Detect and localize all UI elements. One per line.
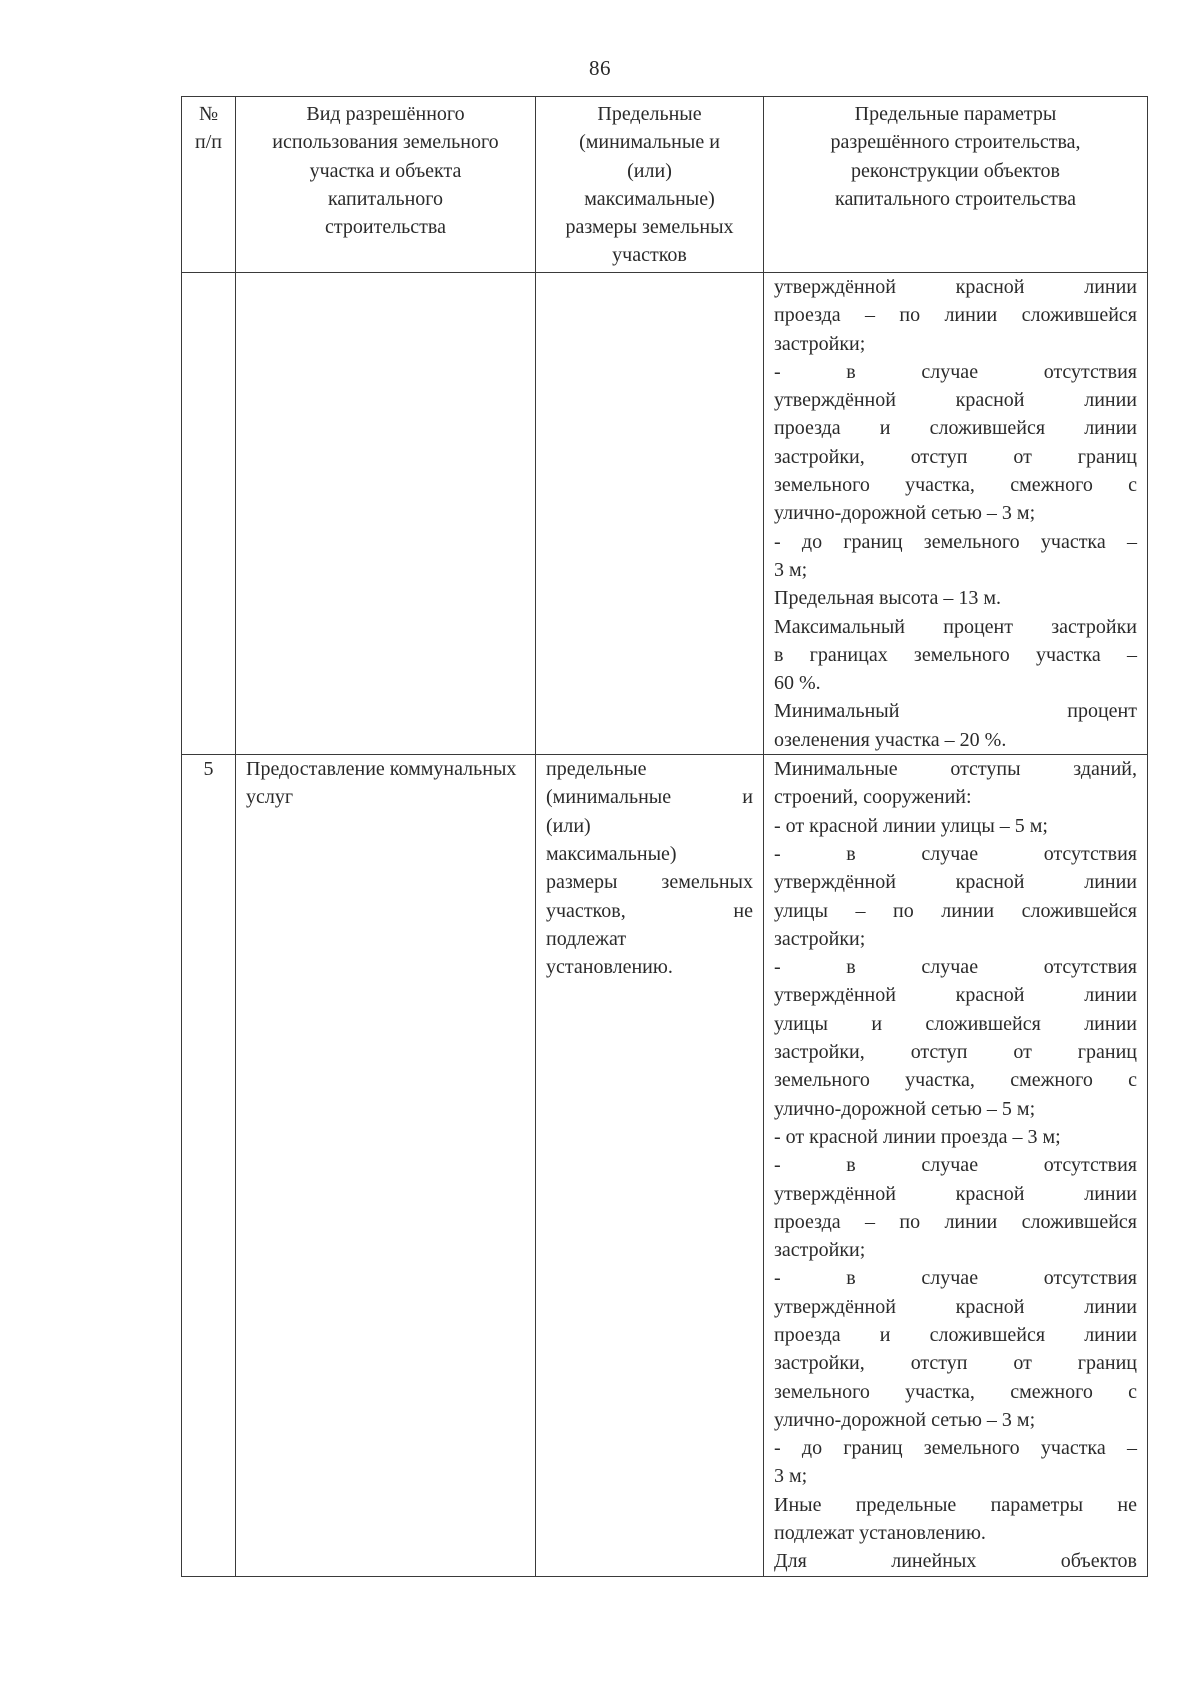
construction-params-line: - от красной линии улицы – 5 м;	[774, 814, 1048, 837]
construction-params-line: земельного участка, смежного с	[774, 1380, 1137, 1403]
construction-params-line: утверждённой красной линии	[774, 871, 1137, 894]
construction-params-line: Для линейных объектов	[774, 1550, 1137, 1573]
plot-sizes-line: максимальные)	[546, 842, 677, 865]
construction-params-line: - в случае отсутствия	[774, 956, 1137, 979]
plot-sizes-line: размеры земельных	[546, 871, 753, 894]
row-number: 5	[182, 755, 236, 1577]
regulations-table	[181, 96, 1148, 1577]
construction-params-line: Иные предельные параметры не	[774, 1493, 1137, 1516]
construction-params-line: - до границ земельного участка –	[774, 1437, 1137, 1460]
construction-params-line: улицы – по линии сложившейся	[774, 899, 1137, 922]
construction-params-line: улично-дорожной сетью – 3 м;	[774, 1408, 1036, 1431]
table-row	[182, 755, 1148, 1577]
construction-params-cell	[764, 755, 1148, 1577]
construction-params-line: Минимальные отступы зданий,	[774, 758, 1137, 781]
construction-params-line: - в случае отсутствия	[774, 1267, 1137, 1290]
construction-params-line: 3 м;	[774, 1465, 808, 1488]
construction-params-line: улично-дорожной сетью – 5 м;	[774, 1097, 1036, 1120]
plot-sizes-cell	[536, 273, 764, 755]
construction-params-line: 60 %.	[774, 672, 821, 695]
construction-params-line: застройки;	[774, 332, 866, 355]
construction-params-line: застройки;	[774, 927, 866, 950]
plot-sizes-cell	[536, 755, 764, 1577]
header-number: № п/п	[182, 97, 236, 273]
construction-params-line: утверждённой красной линии	[774, 1182, 1137, 1205]
header-permitted-use: Вид разрешённого использования земельного участка и объекта капитального строительства	[236, 97, 536, 273]
construction-params-line: Максимальный процент застройки	[774, 615, 1137, 638]
construction-params-line: проезда – по линии сложившейся	[774, 304, 1137, 327]
permitted-use-cell	[236, 273, 536, 755]
plot-sizes-line: (или)	[546, 814, 591, 837]
header-plot-sizes: Предельные (минимальные и (или) максимальные) размеры земельных участков	[536, 97, 764, 273]
construction-params-line: - до границ земельного участка –	[774, 530, 1137, 553]
construction-params-line: проезда и сложившейся линии	[774, 1323, 1137, 1346]
construction-params-line: Предельная высота – 13 м.	[774, 587, 1002, 610]
table-header-row	[182, 97, 1148, 273]
construction-params-line: улицы и сложившейся линии	[774, 1012, 1137, 1035]
plot-sizes-line: установлению.	[546, 956, 673, 979]
construction-params-line: земельного участка, смежного с	[774, 1069, 1137, 1092]
construction-params-line: утверждённой красной линии	[774, 984, 1137, 1007]
construction-params-line: Минимальный процент	[774, 700, 1137, 723]
construction-params-line: озеленения участка – 20 %.	[774, 728, 1007, 751]
row-number	[182, 273, 236, 755]
construction-params-line: - от красной линии проезда – 3 м;	[774, 1125, 1061, 1148]
construction-params-line: застройки;	[774, 1239, 866, 1262]
construction-params-line: утверждённой красной линии	[774, 1295, 1137, 1318]
construction-params-line: улично-дорожной сетью – 3 м;	[774, 502, 1036, 525]
construction-params-line: 3 м;	[774, 558, 808, 581]
construction-params-line: в границах земельного участка –	[774, 643, 1137, 666]
header-construction-params: Предельные параметры разрешённого строительства, реконструкции объектов капитального строительства	[764, 97, 1148, 273]
construction-params-line: утверждённой красной линии	[774, 276, 1137, 298]
construction-params-line: земельного участка, смежного с	[774, 474, 1137, 497]
construction-params-line: проезда и сложившейся линии	[774, 417, 1137, 440]
construction-params-line: - в случае отсутствия	[774, 360, 1137, 383]
construction-params-line: утверждённой красной линии	[774, 389, 1137, 412]
construction-params-line: проезда – по линии сложившейся	[774, 1210, 1137, 1233]
construction-params-line: подлежат установлению.	[774, 1522, 986, 1545]
construction-params-line: застройки, отступ от границ	[774, 1041, 1137, 1064]
construction-params-line: строений, сооружений:	[774, 786, 972, 809]
plot-sizes-line: предельные	[546, 758, 647, 781]
construction-params-line: застройки, отступ от границ	[774, 445, 1137, 468]
construction-params-line: - в случае отсутствия	[774, 842, 1137, 865]
construction-params-line: застройки, отступ от границ	[774, 1352, 1137, 1375]
permitted-use-cell: Предоставление коммунальных услуг	[236, 755, 536, 1577]
plot-sizes-line: участков, не	[546, 899, 753, 922]
plot-sizes-line: подлежат	[546, 927, 627, 950]
plot-sizes-line: (минимальные и	[546, 786, 753, 809]
construction-params-cell	[764, 273, 1148, 755]
construction-params-line: - в случае отсутствия	[774, 1154, 1137, 1177]
table-row	[182, 273, 1148, 755]
page-number: 86	[589, 56, 611, 80]
